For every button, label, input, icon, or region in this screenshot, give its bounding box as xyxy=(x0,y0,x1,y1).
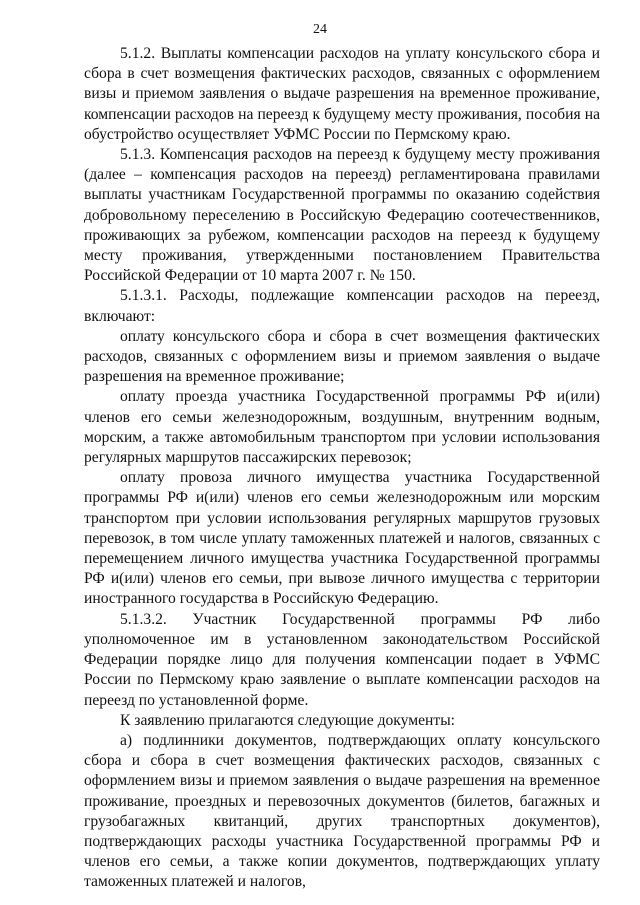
document-body xyxy=(84,44,600,893)
paragraph-5-1-3-1: 5.1.3.1. Расходы, подлежащие компенсации расходов на переезд, включают: xyxy=(84,287,600,325)
paragraph-5-1-2: 5.1.2. Выплаты компенсации расходов на уплату консульского сбора и сбора в счет возмещения фактических расходов, связанных с оформлением визы и приемом заявления о выдаче разрешения на временное проживание, компенсации расходов на переезд к будущему месту проживания, пособия на обустройство осуществляет УФМС России по Пермскому краю. xyxy=(84,45,600,143)
page-number: 24 xyxy=(313,22,327,37)
paragraph-5-1-3-2: 5.1.3.2. Участник Государственной программы РФ либо уполномоченное им в установленном законодательством Российской Федерации порядке лицо для получения компенсации подает в УФМС России по Пермскому краю заявление о выплате компенсации расходов на переезд по установленной форме. xyxy=(84,610,600,709)
paragraph-attachments-intro: К заявлению прилагаются следующие документы: xyxy=(120,711,456,729)
list-item-property-transport: оплату провоза личного имущества участника Государственной программы РФ и(или) членов его семьи железнодорожным или морским транспортом при условии использования регулярных маршрутов грузовых перевозок, в том числе уплату таможенных платежей и налогов, связанных с перемещением личного имущества участника Государственной программы РФ и(или) членов его семьи, при вывозе личного имущества с территории иностранного государства в Российскую Федерацию. xyxy=(84,469,600,608)
list-item-consular-fee: оплату консульского сбора и сбора в счет возмещения фактических расходов, связанных с оформлением визы и приемом заявления о выдаче разрешения на временное проживание; xyxy=(84,327,600,386)
paragraph-5-1-3: 5.1.3. Компенсация расходов на переезд к будущему месту проживания (далее – компенсация расходов на переезд) регламентирована правилами выплаты участникам Государственной программы по оказанию содействия добровольному переселению в Российскую Федерацию соотечественников, проживающих за рубежом, компенсации расходов на переезд к будущему месту проживания, утвержденными постановлением Правительства Российской Федерации от 10 марта 2007 г. № 150. xyxy=(84,146,600,285)
list-item-a-originals: а) подлинники документов, подтверждающих оплату консульского сбора и сбора в счет возмещения фактических расходов, связанных с оформлением визы и приемом заявления о выдаче разрешения на временное проживание, проездных и перевозочных документов (билетов, багажных и грузобагажных квитанций, других транспортных документов), подтверждающих расходы участника Государственной программы РФ и членов его семьи, а также копии документов, подтверждающих уплату таможенных платежей и налогов, xyxy=(84,731,600,891)
list-item-travel-payment: оплату проезда участника Государственной программы РФ и(или) членов его семьи железнодорожным, воздушным, внутренним водным, морским, а также автомобильным транспортом при условии использования регулярных маршрутов пассажирских перевозок; xyxy=(84,388,600,467)
